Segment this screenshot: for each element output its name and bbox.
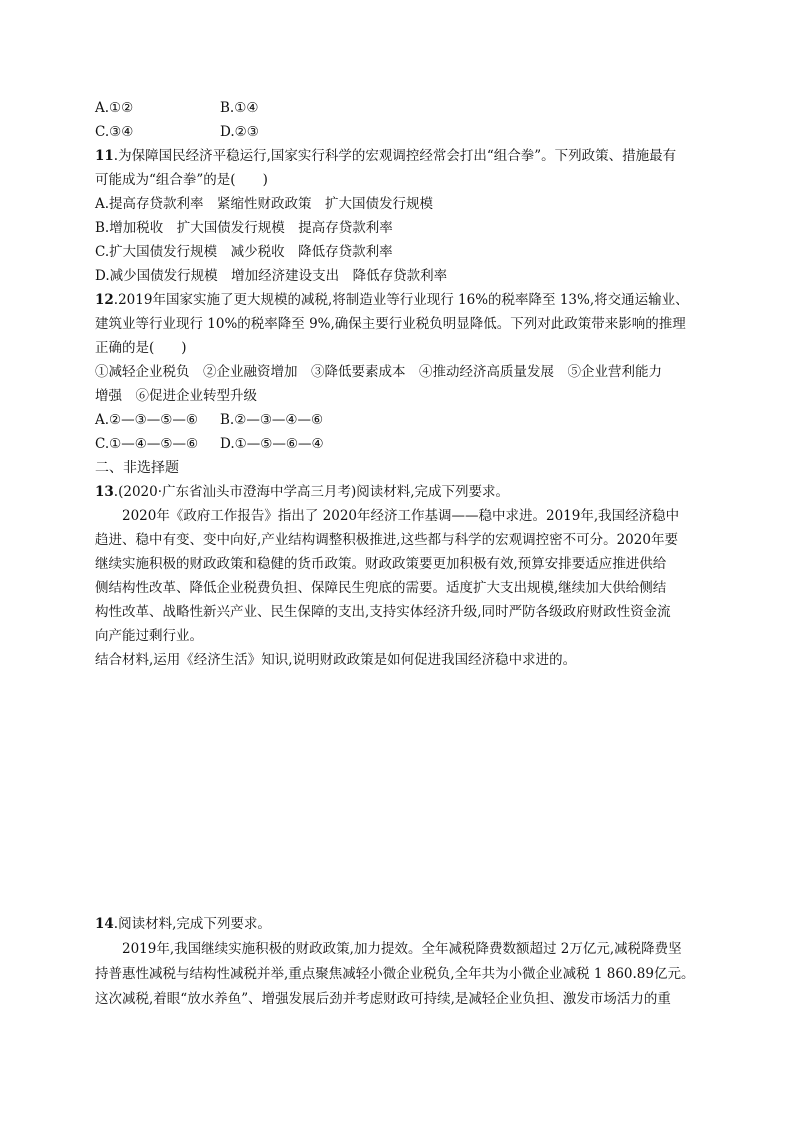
- q14-stem: [95, 915, 271, 933]
- q12-stem-line-1: [95, 291, 689, 309]
- q14-stem-text: .阅读材料,完成下列要求。: [113, 916, 271, 932]
- q10-option-b: B.①④: [220, 100, 259, 116]
- q12-items-line-1: ①减轻企业税负 ②企业融资增加 ③降低要素成本 ④推动经济高质量发展 ⑤企业营利能力: [95, 364, 662, 380]
- q12-stem-line-3: 正确的是( ): [95, 340, 187, 356]
- q13-number: 13: [95, 484, 114, 500]
- q13-question: 结合材料,运用《经济生活》知识,说明财政政策是如何促进我国经济稳中求进的。: [95, 652, 577, 668]
- q13-material-line-2: 趋进、稳中有变、变中向好,产业结构调整积极推进,这些都与科学的宏观调控密不可分。2020年要: [95, 532, 678, 548]
- q11-option-a: A.提高存贷款利率 紧缩性财政政策 扩大国债发行规模: [95, 196, 434, 212]
- q10-option-d: D.②③: [220, 124, 259, 140]
- q12-stem-line-2: 建筑业等行业现行 10%的税率降至 9%,确保主要行业税负明显降低。下列对此政策带来影响的推理: [95, 316, 686, 332]
- q13-material-line-5: 构性改革、战略性新兴产业、民生保障的支出,支持实体经济升级,同时严防各级政府财政性资金流: [95, 604, 671, 620]
- q12-option-c: C.①—④—⑤—⑥: [95, 436, 199, 452]
- q12-stem-text: .2019年国家实施了更大规模的减税,将制造业等行业现行 16%的税率降至 13%,将交通运输业、: [113, 292, 689, 308]
- q14-number: 14: [95, 916, 114, 932]
- q12-option-b: B.②—③—④—⑥: [220, 412, 324, 428]
- q10-option-a: A.①②: [95, 100, 134, 116]
- q12-number: 12: [95, 292, 114, 308]
- q13-stem: [95, 483, 509, 501]
- q11-stem-line-2: 可能成为“组合拳”的是( ): [95, 172, 268, 188]
- q10-option-c: C.③④: [95, 124, 134, 140]
- q11-option-b: B.增加税收 扩大国债发行规模 提高存贷款利率: [95, 220, 393, 236]
- q12-option-d: D.①—⑤—⑥—④: [220, 436, 324, 452]
- q11-option-c: C.扩大国债发行规模 减少税收 降低存贷款利率: [95, 244, 393, 260]
- q13-material-line-3: 继续实施积极的财政政策和稳健的货币政策。财政政策要更加积极有效,预算安排要适应推进供给: [95, 556, 667, 572]
- q11-stem-line-1: [95, 147, 676, 165]
- q14-material-line-2: 持普惠性减税与结构性减税并举,重点聚焦减轻小微企业税负,全年共为小微企业减税 1 860.89亿元。: [95, 966, 695, 982]
- q11-stem-text: .为保障国民经济平稳运行,国家实行科学的宏观调控经常会打出“组合拳”。下列政策、措施最有: [113, 148, 677, 164]
- q11-option-d: D.减少国债发行规模 增加经济建设支出 降低存贷款利率: [95, 268, 448, 284]
- q13-material-line-1: 2020年《政府工作报告》指出了 2020年经济工作基调——稳中求进。2019年,我国经济稳中: [122, 508, 680, 524]
- q12-option-a: A.②—③—⑤—⑥: [95, 412, 198, 428]
- q12-items-line-2: 增强 ⑥促进企业转型升级: [95, 388, 257, 404]
- q11-number: 11: [95, 148, 114, 164]
- q14-material-line-1: 2019年,我国继续实施积极的财政政策,加力提效。全年减税降费数额超过 2万亿元,减税降费坚: [122, 941, 682, 957]
- q13-material-line-4: 侧结构性改革、降低企业税费负担、保障民生兜底的需要。适度扩大支出规模,继续加大供给侧结: [95, 580, 667, 596]
- q13-material-line-6: 向产能过剩行业。: [95, 628, 203, 644]
- q14-material-line-3: 这次减税,着眼“放水养鱼”、增强发展后劲并考虑财政可持续,是减轻企业负担、激发市场活力的重: [95, 991, 671, 1007]
- q13-stem-text: .(2020·广东省汕头市澄海中学高三月考)阅读材料,完成下列要求。: [113, 484, 510, 500]
- section-heading: 二、非选择题: [95, 460, 179, 476]
